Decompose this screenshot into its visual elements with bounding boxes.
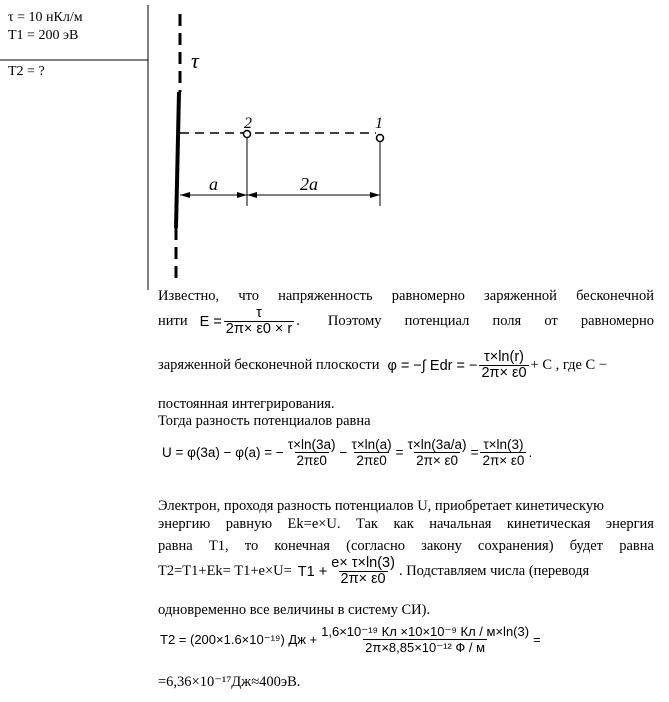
- text-line-2: нити E = $\frac{\tau}{2\pi\times \varepsilon 0 \times r}$ . Поэтому потенциал поля от равномерно: [158, 305, 654, 337]
- text-line-9: T2=T1+Ek= T1+e×U= T1 + $\frac{e\times \tau\times\ln(3)}{2\pi\times \varepsilon 0}$ . Подставляем числа (переводя: [158, 555, 590, 587]
- dim-2a-label: 2a: [300, 174, 318, 194]
- arrow-a-right: [237, 192, 247, 198]
- eq1-fraction-1: $\frac{\tau\times\ln(3a)}{2\pi\varepsilon 0}$: [287, 437, 336, 468]
- text-line-1: Известно, что напряженность равномерно заряженной бесконечной: [158, 288, 654, 304]
- result-line: =6,36×10⁻¹⁷Дж≈400эВ.: [158, 674, 301, 690]
- text-line-10: одновременно все величины в систему СИ).: [158, 602, 431, 618]
- arrow-2a-right: [370, 192, 380, 198]
- thread-solid: [176, 92, 179, 228]
- formula-phi-fraction: $\frac{\tau\times\ln(r)}{2\pi\times \varepsilon 0}$: [481, 349, 527, 381]
- equation-t2-numeric: T2 = (200×1.6×10⁻¹⁹) Дж + $\frac{\text{1,6×10⁻¹⁹ Кл ×10×10⁻⁹ Кл / м×ln(3)}}{\text{2π×8,85×10⁻¹² Ф / м}}$ =: [160, 624, 541, 655]
- eq1-fraction-3: $\frac{\tau\times\ln(3a/a)}{2\pi\times \varepsilon 0}$: [407, 437, 467, 468]
- given-line-t1: T1 = 200 эВ: [8, 28, 79, 43]
- text-line-8: равна T1, то конечная (согласно закону сохранения) будет равна: [158, 538, 654, 554]
- arrow-a-left: [180, 192, 190, 198]
- formula-e-lhs: E =: [199, 313, 222, 330]
- formula-phi-lhs: φ = −∫ Edr = −: [387, 357, 478, 374]
- given-line-tau: τ = 10 нКл/м: [8, 10, 83, 25]
- dim-a-label: a: [209, 174, 218, 194]
- formula-e-fraction: $\frac{\tau}{2\pi\times \varepsilon 0 \times r}$: [225, 305, 293, 337]
- eq1-fraction-2: $\frac{\tau\times\ln(a)}{2\pi\varepsilon 0}$: [351, 437, 392, 468]
- point-1-label: 1: [375, 115, 383, 132]
- eq1-fraction-4: $\frac{\tau\times\ln(3)}{2\pi\times \varepsilon 0}$: [482, 437, 525, 468]
- arrow-2a-left: [247, 192, 257, 198]
- text-line-5: Тогда разность потенциалов равна: [158, 413, 371, 429]
- tau-label: τ: [191, 48, 199, 73]
- text-line-7: энергию равную Ek=e×U. Так как начальная кинетическая энергия: [158, 516, 654, 532]
- equation-potential-difference: U = φ(3a) − φ(a) = − $\frac{\tau\times\ln(3a)}{2\pi\varepsilon 0}$ − $\frac{\tau\times\ln(a)}{2\pi\varepsilon 0}$ = $\frac{\tau\times\ln(3a/a)}{2\pi\times \varepsilon 0}$ = $\frac{\tau\times\ln(3)}{2\pi\times \varepsilon 0}$ .: [162, 437, 533, 468]
- point-2-label: 2: [244, 115, 252, 132]
- eq2-fraction: $\frac{\text{1,6×10⁻¹⁹ Кл ×10×10⁻⁹ Кл / м×ln(3)}}{\text{2π×8,85×10⁻¹² Ф / м}}$: [321, 624, 530, 655]
- text-line-4: постоянная интегрирования.: [158, 396, 335, 412]
- text-line-3: заряженной бесконечной плоскости φ = −∫ Edr = − $\frac{\tau\times\ln(r)}{2\pi\times \varepsilon 0}$ + C , где C −: [158, 349, 608, 381]
- find-line-t2: T2 = ?: [8, 64, 45, 79]
- text-line-6: Электрон, проходя разность потенциалов U, приобретает кинетическую: [158, 498, 604, 514]
- point-1-marker: [377, 135, 384, 142]
- figure-diagram: [0, 0, 669, 290]
- formula-t2-fraction: $\frac{e\times \tau\times\ln(3)}{2\pi\times \varepsilon 0}$: [331, 555, 395, 587]
